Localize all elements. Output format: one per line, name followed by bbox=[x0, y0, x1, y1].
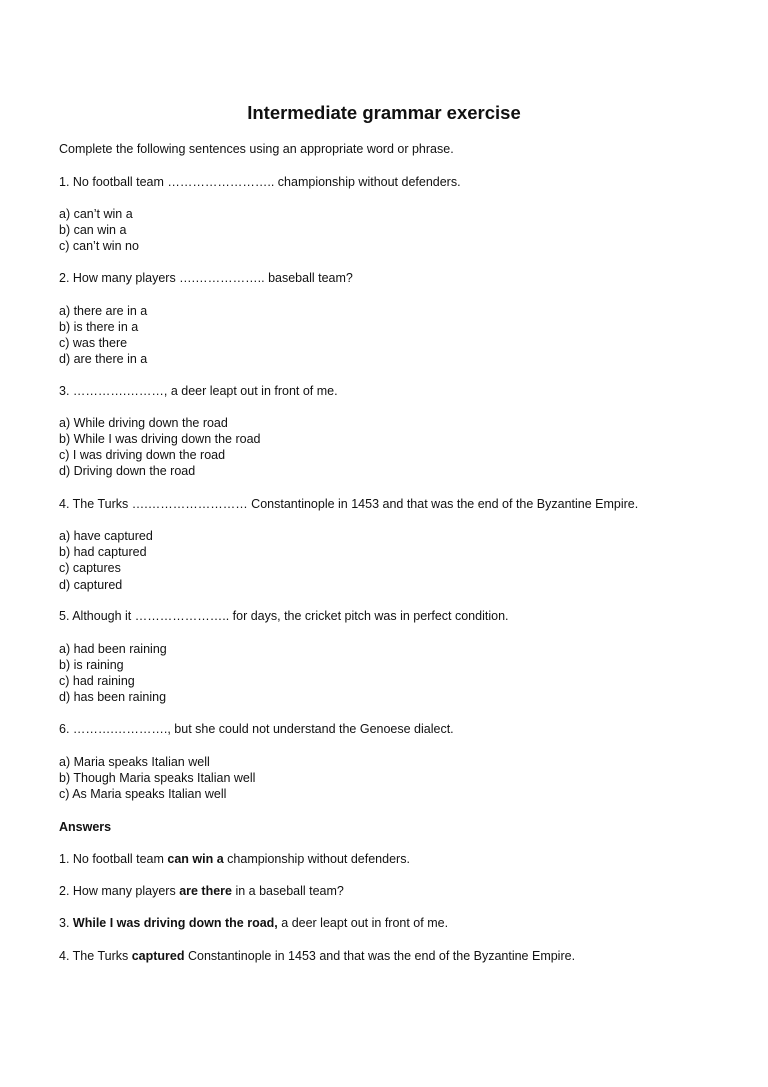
answer-4-suffix: Constantinople in 1453 and that was the end of the Byzantine Empire. bbox=[184, 949, 576, 963]
answer-3-prefix: 3. bbox=[59, 916, 73, 930]
question-5-option-b: b) is raining bbox=[59, 658, 124, 672]
question-2-option-d: d) are there in a bbox=[59, 352, 148, 366]
answer-4-bold: captured bbox=[131, 949, 185, 963]
question-1: 1. No football team …………………….. championship without defenders. bbox=[59, 175, 461, 189]
question-3-option-c: c) I was driving down the road bbox=[59, 448, 226, 462]
question-1-option-a: a) can’t win a bbox=[59, 207, 133, 221]
question-1-option-c: c) can’t win no bbox=[59, 239, 139, 253]
question-4-option-c: c) captures bbox=[59, 561, 121, 575]
answer-1-suffix: championship without defenders. bbox=[223, 852, 410, 866]
question-2-option-c: c) was there bbox=[59, 336, 128, 350]
question-1-option-b: b) can win a bbox=[59, 223, 127, 237]
question-3-option-a: a) While driving down the road bbox=[59, 416, 228, 430]
question-3-option-d: d) Driving down the road bbox=[59, 464, 196, 478]
question-2: 2. How many players ….…………….. baseball team? bbox=[59, 271, 353, 285]
question-3: 3. ………….………, a deer leapt out in front of me. bbox=[59, 384, 338, 398]
question-5-option-c: c) had raining bbox=[59, 674, 135, 688]
question-2-option-b: b) is there in a bbox=[59, 320, 139, 334]
answer-1-prefix: 1. No football team bbox=[59, 852, 168, 866]
question-4-option-b: b) had captured bbox=[59, 545, 147, 559]
question-3-option-b: b) While I was driving down the road bbox=[59, 432, 261, 446]
answer-2-bold: are there bbox=[179, 884, 232, 898]
question-6-option-b: b) Though Maria speaks Italian well bbox=[59, 771, 256, 785]
question-4-option-d: d) captured bbox=[59, 578, 123, 592]
question-6-option-c: c) As Maria speaks Italian well bbox=[59, 787, 227, 801]
question-4-option-a: a) have captured bbox=[59, 529, 153, 543]
question-5: 5. Although it ………………….. for days, the cricket pitch was in perfect condition. bbox=[59, 609, 509, 623]
answer-3-suffix: a deer leapt out in front of me. bbox=[277, 916, 449, 930]
answer-3-bold: While I was driving down the road, bbox=[72, 916, 278, 930]
answer-2-prefix: 2. How many players bbox=[59, 884, 180, 898]
instruction-text: Complete the following sentences using an appropriate word or phrase. bbox=[59, 142, 454, 156]
answer-1-bold: can win a bbox=[167, 852, 224, 866]
answer-1 bbox=[59, 851, 410, 867]
answer-4-prefix: 4. The Turks bbox=[59, 949, 132, 963]
answer-3 bbox=[59, 915, 448, 931]
question-4: 4. The Turks ….…………………… Constantinople in 1453 and that was the end of the Byzantine Empire. bbox=[59, 497, 639, 511]
answer-2 bbox=[59, 883, 344, 899]
answer-2-suffix: in a baseball team? bbox=[232, 884, 344, 898]
answers-heading: Answers bbox=[59, 820, 112, 834]
answer-4 bbox=[59, 948, 575, 964]
page-title: Intermediate grammar exercise bbox=[247, 102, 521, 123]
question-6: 6. ……….…………., but she could not understand the Genoese dialect. bbox=[59, 722, 454, 736]
question-5-option-d: d) has been raining bbox=[59, 690, 167, 704]
question-2-option-a: a) there are in a bbox=[59, 304, 148, 318]
question-6-option-a: a) Maria speaks Italian well bbox=[59, 755, 210, 769]
question-5-option-a: a) had been raining bbox=[59, 642, 167, 656]
